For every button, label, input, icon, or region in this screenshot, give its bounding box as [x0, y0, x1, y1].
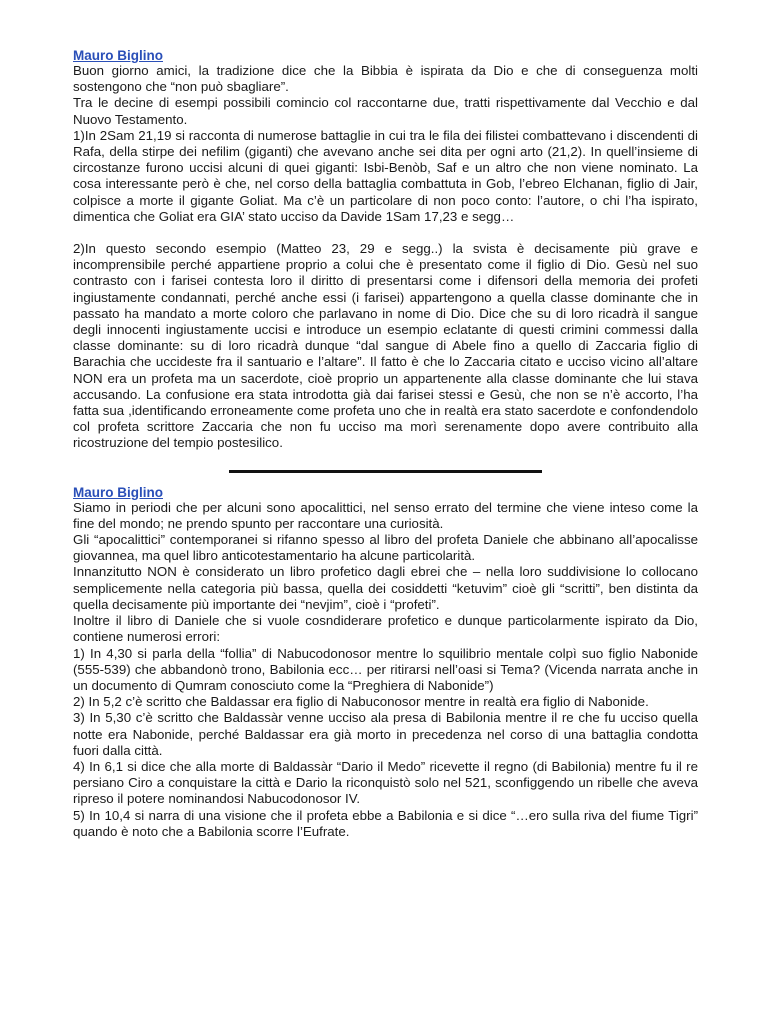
list-item: 5) In 10,4 si narra di una visione che il profeta ebbe a Babilonia e si dice “…ero sulla riva del fiume Tigri” quando è noto che a Babilonia scorre l’Eufrate.: [73, 807, 698, 839]
list-item: 1) In 4,30 si parla della “follia” di Nabucodonosor mentre lo squilibrio mentale colpì suo figlio Nabonide (555-539) che abbandonò trono, Babilonia ecc… per ritirarsi nell’oasi si Tema? (Vicenda narrata anche in un documento di Qumram conosciuto come la “Preghiera di Nabonide”): [73, 645, 698, 693]
paragraph: Tra le decine di esempi possibili comincio col raccontarne due, tratti rispettivamente dal Vecchio e dal Nuovo Testamento.: [73, 95, 698, 127]
paragraph: Inoltre il libro di Daniele che si vuole cosndiderare profetico e dunque particolarmente ispirato da Dio, contiene numerosi errori:: [73, 613, 698, 645]
horizontal-divider: [229, 470, 542, 473]
paragraph-gap: [73, 225, 698, 241]
list-item: 2) In 5,2 c’è scritto che Baldassar era figlio di Nabuconosor mentre in realtà era figlio di Nabonide.: [73, 694, 649, 710]
document-page: [73, 48, 698, 840]
paragraph: Innanzitutto NON è considerato un libro profetico dagli ebrei che – nella loro suddivisione lo collocano semplicemente nella categoria più bassa, quella dei cosiddetti “ketuvim” cioè gli “scritti”, ben distinta da quella decisamente più importante dei “nevjim”, cioè i “profeti”.: [73, 564, 698, 612]
paragraph: 2)In questo secondo esempio (Matteo 23, 29 e segg..) la svista è decisamente più grave e incomprensibile perché appartiene proprio a colui che è presentato come il figlio di Dio. Gesù nel suo contrasto con i farisei contesta loro il diritto di presentarsi come i difensori della memoria dei profeti ingiustamente condannati, perché anche essi (i farisei) appartengono a quella classe dominante che in passato ha mandato a morte coloro che parlavano in nome di Dio. Dice che su di loro ricadrà il sangue degli innocenti ingiustamente uccisi e introduce un esempio eclatante di questi crimini commessi dalla classe dominante: su di loro ricadrà dunque “dal sangue di Abele fino a quello di Zaccaria figlio di Barachia che uccideste fra il santuario e l’altare”. Il fatto è che lo Zaccaria citato e ucciso vicino all’altare NON era un profeta ma un sacerdote, cioè proprio un appartenente alla classe dominante che lui stava accusando. La confusione era stata introdotta già dai farisei stessi e Gesù, che non se n’è accorto, l’ha fatta sua ,identificando erroneamente come profeta uno che in realtà era stato sacerdote e confondendolo col profeta scrittore Zaccaria che non fu ucciso ma morì serenamente dopo avere contribuito alla ricostruzione del tempio postesilico.: [73, 241, 698, 451]
author-link[interactable]: Mauro Biglino: [73, 484, 163, 500]
paragraph: Gli “apocalittici” contemporanei si rifanno spesso al libro del profeta Daniele che abbinano all’apocalisse giovannea, ma quel libro anticotestamentario ha alcune particolarità.: [73, 532, 698, 564]
list-item: 3) In 5,30 c’è scritto che Baldassàr venne ucciso ala presa di Babilonia mentre il re che fu ucciso quella notte era Nabonide, perché Baldassar era già morto in precedenza nel corso di una battaglia condotta fuori dalla città.: [73, 710, 698, 758]
post-1: [73, 48, 698, 452]
author-link[interactable]: Mauro Biglino: [73, 48, 163, 63]
paragraph: Buon giorno amici, la tradizione dice che la Bibbia è ispirata da Dio e che di conseguenza molti sostengono che “non può sbagliare”.: [73, 63, 698, 95]
list-item: 4) In 6,1 si dice che alla morte di Baldassàr “Dario il Medo” ricevette il regno (di Babilonia) mentre fu il re persiano Ciro a conquistare la città e Dario la riconquistò solo nel 521, sconfiggendo un ribelle che aveva ripreso il potere nominandosi Nabucodonosor IV.: [73, 758, 698, 807]
paragraph: 1)In 2Sam 21,19 si racconta di numerose battaglie in cui tra le fila dei filistei combattevano i discendenti di Rafa, della stirpe dei nefilim (giganti) che avevano anche sei dita per ogni arto (21,2). In quell’insieme di circostanze furono uccisi alcuni di quei giganti: Isbi-Benòb, Saf e un altro che non viene nominato. La cosa interessante però è che, nel corso della battaglia combattuta in Gob, l’ebreo Elchanan, figlio di Jair, colpisce a morte il gigante Goliat. Ma c’è un particolare di non poco conto: l’autore, o chi l’ha ispirato, dimentica che Goliat era GIA’ stato ucciso da Davide 1Sam 17,23 e segg…: [73, 127, 698, 224]
post-2: [73, 485, 698, 840]
paragraph: Siamo in periodi che per alcuni sono apocalittici, nel senso errato del termine che viene inteso come la fine del mondo; ne prendo spunto per raccontare una curiosità.: [73, 499, 698, 531]
